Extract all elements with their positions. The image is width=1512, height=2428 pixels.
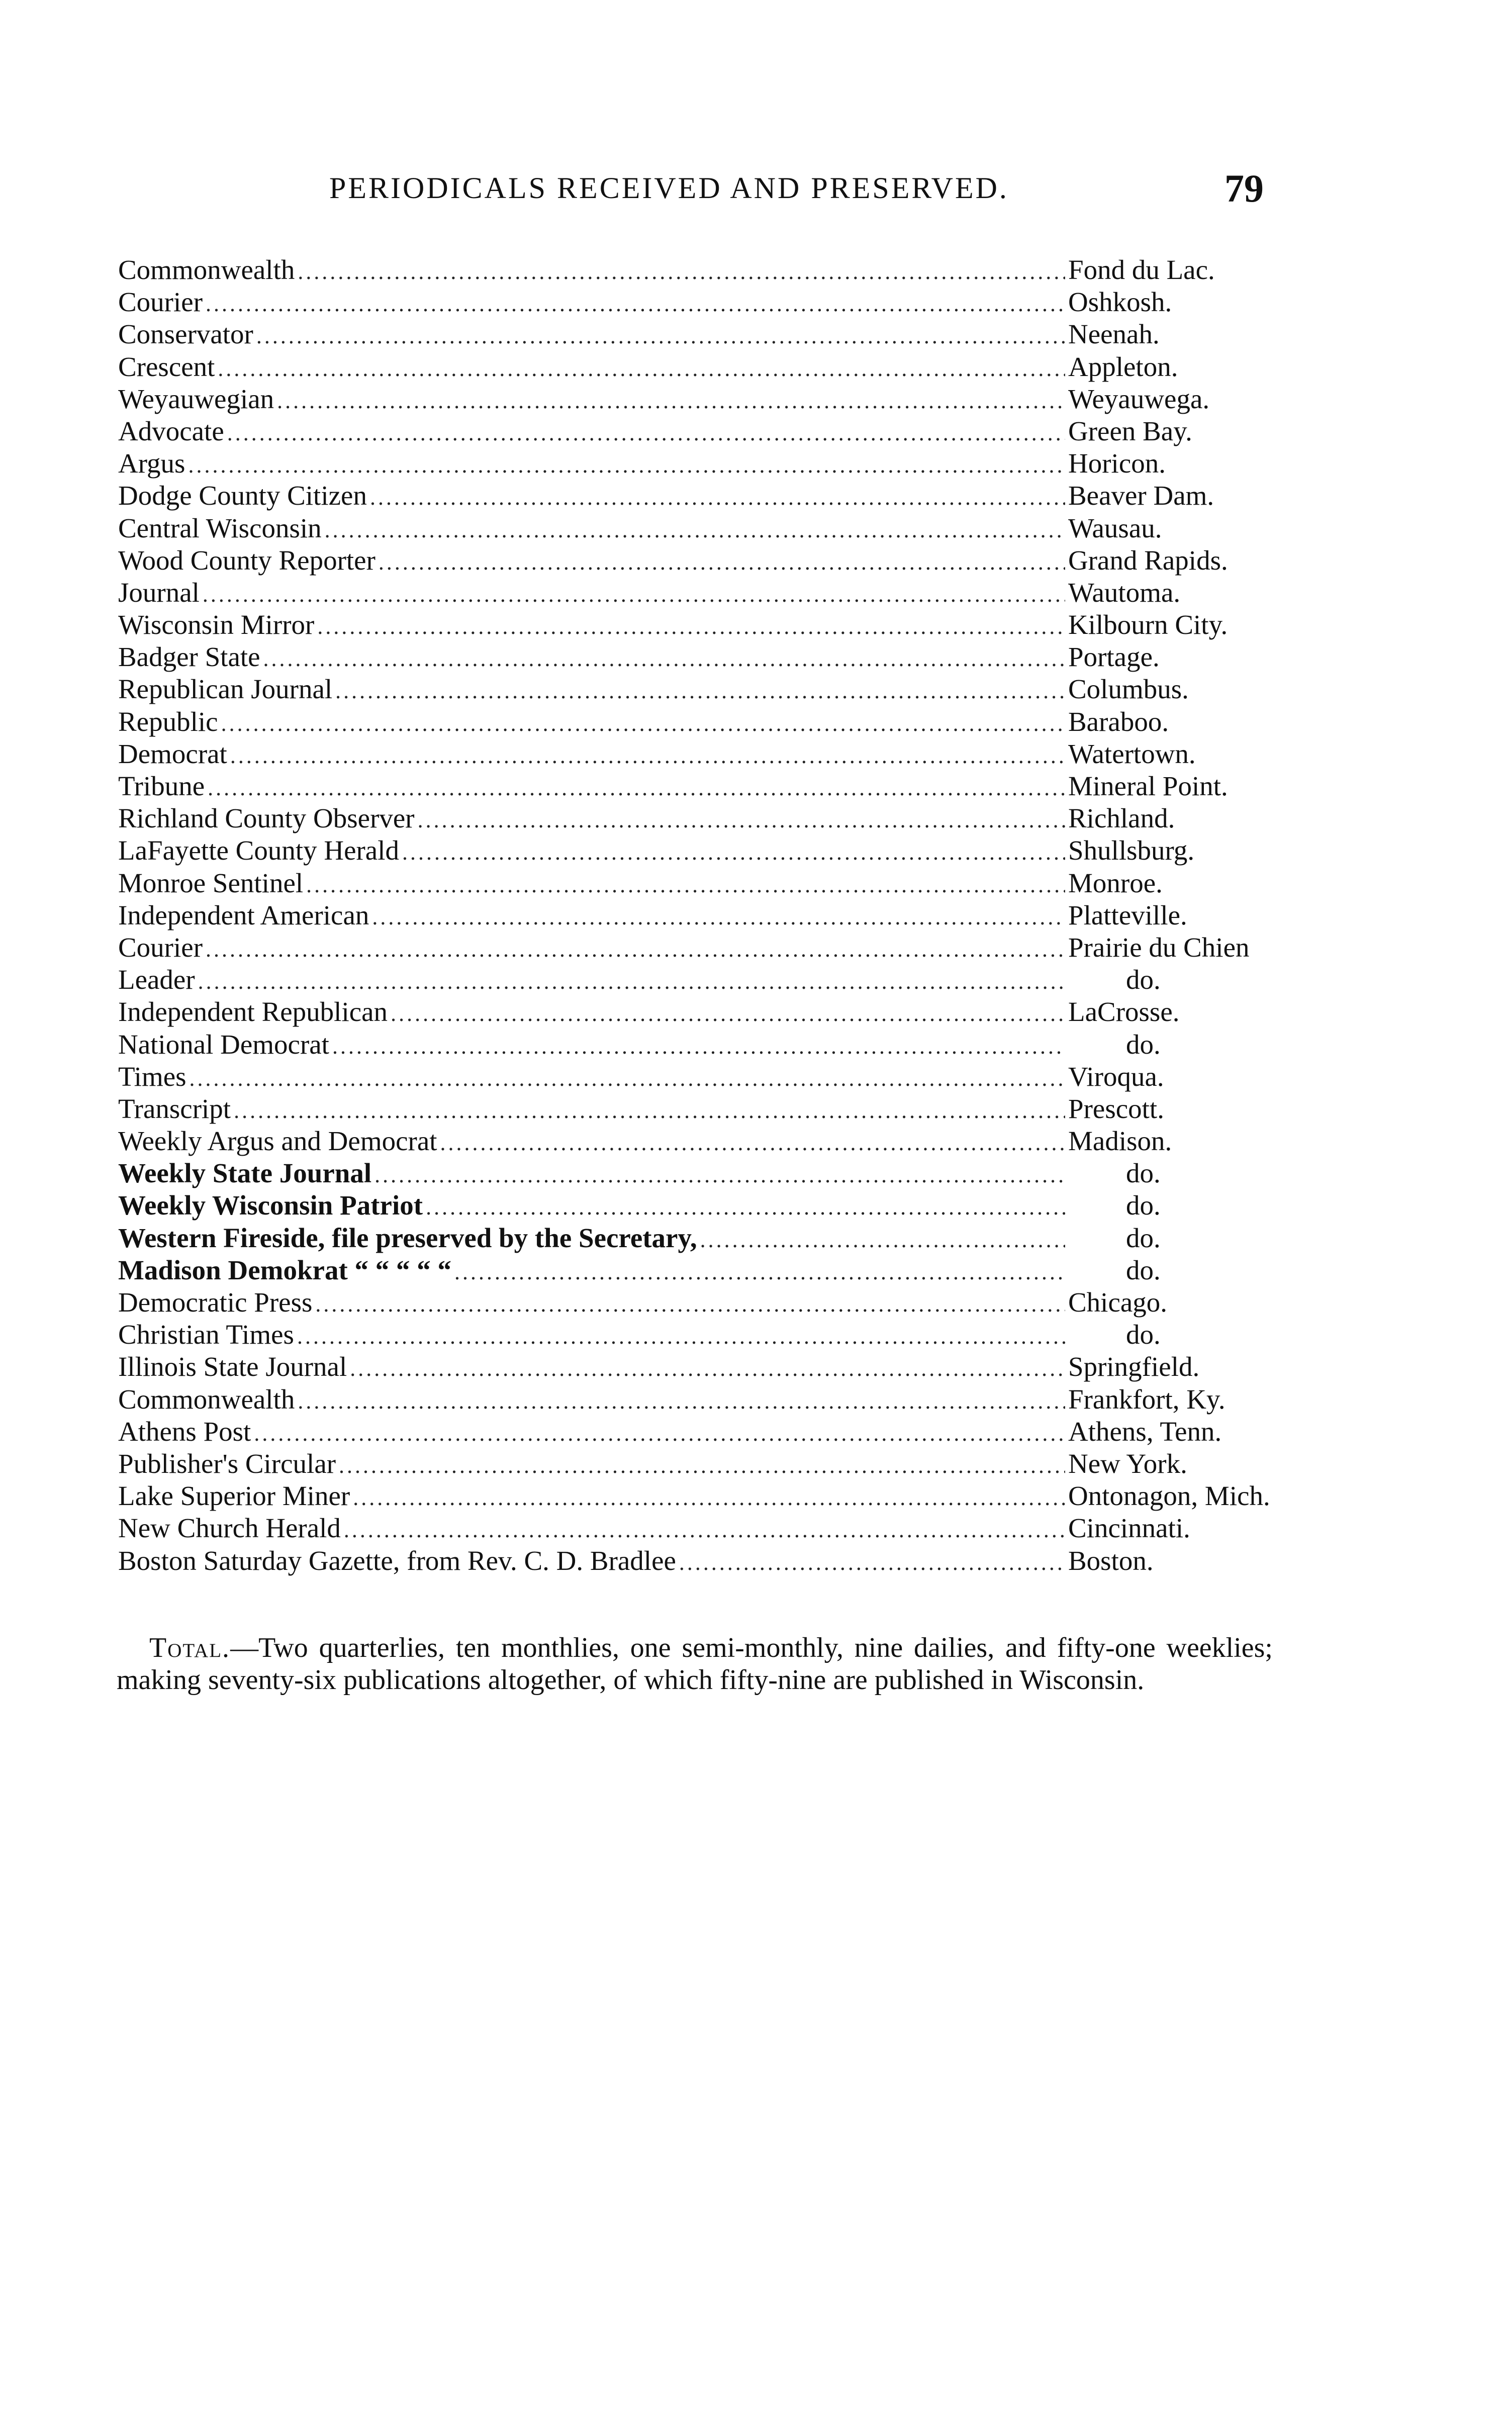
list-item xyxy=(118,1286,1279,1319)
dot-leader xyxy=(372,901,1065,933)
list-item xyxy=(118,1061,1279,1093)
periodical-place: Mineral Point. xyxy=(1068,771,1228,801)
dot-leader xyxy=(198,966,1065,998)
list-item xyxy=(118,1448,1279,1480)
dot-leader xyxy=(679,1547,1065,1579)
periodical-name: Democratic Press xyxy=(118,1287,313,1318)
list-item xyxy=(118,1480,1279,1512)
list-item xyxy=(118,1319,1279,1351)
periodical-place: LaCrosse. xyxy=(1068,996,1180,1028)
dot-leader xyxy=(440,1127,1065,1159)
periodical-name: Boston Saturday Gazette, from Rev. C. D. Bradlee xyxy=(118,1545,676,1576)
dot-leader xyxy=(454,1256,1065,1288)
list-item xyxy=(118,1383,1279,1416)
periodical-place: Boston. xyxy=(1068,1545,1154,1576)
periodical-place: Portage. xyxy=(1068,641,1160,673)
periodical-place: Viroqua. xyxy=(1068,1061,1164,1092)
periodical-name: Publisher's Circular xyxy=(118,1448,336,1479)
periodical-place: do. xyxy=(1126,1158,1161,1189)
list-item xyxy=(118,673,1279,705)
periodical-place: do. xyxy=(1126,1319,1161,1350)
total-summary-paragraph xyxy=(117,1632,1273,1696)
periodicals-list xyxy=(118,254,1279,1577)
periodical-name: Courier xyxy=(118,931,203,963)
dot-leader xyxy=(426,1191,1065,1224)
list-item xyxy=(118,1189,1279,1222)
dot-leader xyxy=(277,385,1065,417)
list-item xyxy=(118,318,1279,350)
list-item xyxy=(118,415,1279,447)
total-lead: Total. xyxy=(149,1632,231,1663)
dot-leader xyxy=(221,708,1065,740)
dot-leader xyxy=(256,320,1065,352)
dot-leader xyxy=(418,804,1065,836)
list-item xyxy=(118,1254,1279,1286)
dot-leader xyxy=(317,611,1065,643)
list-item xyxy=(118,1351,1279,1383)
periodical-place: Springfield. xyxy=(1068,1351,1200,1382)
periodical-name: Republican Journal xyxy=(118,674,333,705)
periodical-place: Oshkosh. xyxy=(1068,287,1172,318)
periodical-name: Crescent xyxy=(118,351,215,382)
list-item xyxy=(118,351,1279,383)
periodical-place: Wautoma. xyxy=(1068,577,1181,608)
dot-leader xyxy=(190,1063,1065,1095)
periodical-name: Monroe Sentinel xyxy=(118,867,304,898)
periodical-place: Ontonagon, Mich. xyxy=(1068,1480,1270,1512)
periodical-name: Central Wisconsin xyxy=(118,512,322,543)
periodical-place: do. xyxy=(1126,964,1161,995)
list-item xyxy=(118,512,1279,544)
periodical-name: Commonwealth xyxy=(118,1383,295,1415)
list-item xyxy=(118,834,1279,867)
periodical-name: Wood County Reporter xyxy=(118,544,375,576)
dot-leader xyxy=(344,1514,1065,1546)
periodical-place: New York. xyxy=(1068,1448,1187,1479)
periodical-name: Dodge County Citizen xyxy=(118,480,367,511)
list-item xyxy=(118,383,1279,415)
list-item xyxy=(118,254,1279,286)
list-item xyxy=(118,867,1279,899)
periodical-place: Watertown. xyxy=(1068,738,1196,769)
list-item xyxy=(118,1029,1279,1061)
dot-leader xyxy=(332,1031,1065,1063)
periodical-place: Neenah. xyxy=(1068,319,1160,350)
periodical-name: Weyauwegian xyxy=(118,383,274,414)
page-header xyxy=(0,166,1512,211)
list-item xyxy=(118,641,1279,673)
list-item xyxy=(118,480,1279,512)
dot-leader xyxy=(391,998,1065,1030)
dot-leader xyxy=(339,1450,1065,1482)
dot-leader xyxy=(227,417,1065,449)
periodical-place: Monroe. xyxy=(1068,867,1163,898)
list-item xyxy=(118,1545,1279,1577)
periodical-place: Madison. xyxy=(1068,1126,1172,1157)
periodical-place: Kilbourn City. xyxy=(1068,609,1228,640)
periodical-name: National Democrat xyxy=(118,1029,329,1060)
total-text: —Two quarterlies, ten monthlies, one semi-monthly, nine dailies, and fifty-one weeklies; making seventy-six publications altogether, of which fifty-nine are published in Wisconsin. xyxy=(117,1632,1273,1696)
periodical-name: Illinois State Journal xyxy=(118,1351,347,1382)
periodical-name: Weekly Argus and Democrat xyxy=(118,1126,437,1157)
list-item xyxy=(118,802,1279,834)
periodical-name: Western Fireside, file preserved by the Secretary, xyxy=(118,1222,697,1253)
list-item xyxy=(118,996,1279,1028)
periodical-name: New Church Herald xyxy=(118,1513,341,1544)
periodical-place: Green Bay. xyxy=(1068,415,1192,446)
periodical-place: Athens, Tenn. xyxy=(1068,1416,1222,1447)
dot-leader xyxy=(297,1321,1065,1353)
periodical-name: Courier xyxy=(118,287,203,318)
dot-leader xyxy=(350,1353,1065,1385)
periodical-place: Cincinnati. xyxy=(1068,1513,1190,1544)
dot-leader xyxy=(325,514,1065,546)
periodical-place: Platteville. xyxy=(1068,899,1187,930)
periodical-name: Weekly State Journal xyxy=(118,1158,372,1189)
list-item xyxy=(118,609,1279,641)
periodical-name: Journal xyxy=(118,577,200,608)
periodical-name: Advocate xyxy=(118,415,224,446)
dot-leader xyxy=(700,1224,1065,1256)
periodical-place: Baraboo. xyxy=(1068,706,1169,737)
list-item xyxy=(118,544,1279,577)
periodical-name: Tribune xyxy=(118,771,205,801)
periodical-place: Shullsburg. xyxy=(1068,835,1195,866)
dot-leader xyxy=(206,933,1065,966)
list-item xyxy=(118,1416,1279,1448)
periodical-name: Independent American xyxy=(118,899,369,930)
dot-leader xyxy=(298,256,1065,288)
periodical-place: do. xyxy=(1126,1222,1161,1253)
periodical-name: Independent Republican xyxy=(118,996,388,1028)
periodical-place: Beaver Dam. xyxy=(1068,480,1214,511)
periodical-name: Badger State xyxy=(118,641,260,673)
periodical-name: Richland County Observer xyxy=(118,803,415,834)
dot-leader xyxy=(353,1482,1065,1514)
periodical-place: Prescott. xyxy=(1068,1093,1164,1124)
periodical-place: Chicago. xyxy=(1068,1287,1168,1318)
periodical-place: Weyauwega. xyxy=(1068,383,1210,414)
dot-leader xyxy=(218,353,1065,385)
periodical-name: Athens Post xyxy=(118,1416,251,1447)
list-item xyxy=(118,770,1279,802)
periodical-name: Argus xyxy=(118,448,185,479)
page-number: 79 xyxy=(1224,166,1264,210)
dot-leader xyxy=(208,772,1065,804)
periodical-place: Grand Rapids. xyxy=(1068,544,1228,576)
periodical-place: Columbus. xyxy=(1068,674,1189,705)
dot-leader xyxy=(402,836,1065,869)
dot-leader xyxy=(263,643,1065,675)
dot-leader xyxy=(230,740,1065,772)
list-item xyxy=(118,899,1279,931)
periodical-name: Madison Demokrat “ “ “ “ “ xyxy=(118,1254,452,1285)
dot-leader xyxy=(374,1159,1065,1191)
list-item xyxy=(118,964,1279,996)
dot-leader xyxy=(370,482,1065,514)
dot-leader xyxy=(335,675,1065,707)
list-item xyxy=(118,1093,1279,1125)
periodical-place: Frankfort, Ky. xyxy=(1068,1383,1225,1415)
dot-leader xyxy=(188,449,1065,482)
list-item xyxy=(118,931,1279,964)
list-item xyxy=(118,447,1279,480)
periodical-name: Lake Superior Miner xyxy=(118,1480,350,1512)
dot-leader xyxy=(306,869,1065,901)
list-item xyxy=(118,577,1279,609)
dot-leader xyxy=(203,579,1065,611)
periodical-place: do. xyxy=(1126,1254,1161,1285)
periodical-name: Christian Times xyxy=(118,1319,294,1350)
dot-leader xyxy=(298,1385,1065,1418)
periodical-name: LaFayette County Herald xyxy=(118,835,399,866)
periodical-name: Democrat xyxy=(118,738,227,769)
periodical-name: Transcript xyxy=(118,1093,231,1124)
list-item xyxy=(118,738,1279,770)
dot-leader xyxy=(379,546,1065,579)
periodical-place: Appleton. xyxy=(1068,351,1178,382)
periodical-name: Times xyxy=(118,1061,186,1092)
periodical-name: Wisconsin Mirror xyxy=(118,609,315,640)
list-item xyxy=(118,1157,1279,1189)
periodical-name: Republic xyxy=(118,706,218,737)
periodical-place: Fond du Lac. xyxy=(1068,254,1215,285)
running-title: PERIODICALS RECEIVED AND PRESERVED. xyxy=(329,171,1009,205)
periodical-place: Prairie du Chien xyxy=(1068,931,1250,963)
periodical-name: Conservator xyxy=(118,319,253,350)
periodical-name: Weekly Wisconsin Patriot xyxy=(118,1190,423,1221)
periodical-name: Leader xyxy=(118,964,195,995)
periodical-place: do. xyxy=(1126,1029,1161,1060)
list-item xyxy=(118,1222,1279,1254)
list-item xyxy=(118,286,1279,318)
list-item xyxy=(118,1512,1279,1544)
dot-leader xyxy=(254,1418,1065,1450)
dot-leader xyxy=(315,1288,1065,1321)
periodical-place: Richland. xyxy=(1068,803,1175,834)
periodical-place: Wausau. xyxy=(1068,512,1162,543)
periodical-name: Commonwealth xyxy=(118,254,295,285)
list-item xyxy=(118,1125,1279,1157)
list-item xyxy=(118,706,1279,738)
dot-leader xyxy=(206,288,1065,320)
periodical-place: Horicon. xyxy=(1068,448,1166,479)
periodical-place: do. xyxy=(1126,1190,1161,1221)
dot-leader xyxy=(234,1095,1065,1127)
